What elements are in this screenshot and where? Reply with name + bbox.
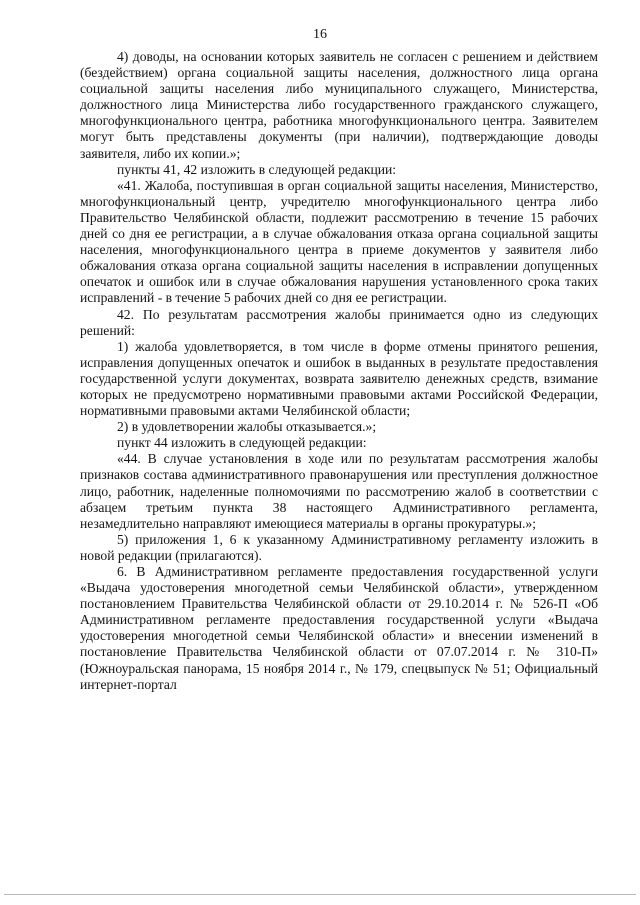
paragraph-clause-41: «41. Жалоба, поступившая в орган социальной защиты населения, Министерство, многофункциональный центр, учредителю многофункционального центра либо Правительство Челябинской области, подлежит рассмотрению в течение 15 рабочих дней со дня ее регистрации, а в случае обжалования отказа органа социальной защиты населения, многофункционального центра в приеме документов у заявителя либо обжалования отказа органа социальной защиты населения в исправлении допущенных опечаток и ошибок или в случае обжалования нарушения установленного срока таких исправлений - в течение 5 рабочих дней со дня ее регистрации. [80,177,598,306]
paragraph-clause-44: «44. В случае установления в ходе или по результатам рассмотрения жалобы признаков состава административного правонарушения или преступления должностное лицо, работник, наделенные полномочиями по рассмотрению жалоб в соответствии с абзацем третьим пункта 38 настоящего Административного регламента, незамедлительно направляют имеющиеся материалы в органы прокуратуры.»; [80,451,598,531]
paragraph-item-5-annexes: 5) приложения 1, 6 к указанному Административному регламенту изложить в новой редакции (прилагаются). [80,531,598,563]
paragraph-clause-42: 42. По результатам рассмотрения жалобы принимается одно из следующих решений: [80,306,598,338]
paragraph-item-4-arguments: 4) доводы, на основании которых заявитель не согласен с решением и действием (бездействием) органа социальной защиты населения, должностного лица органа социальной защиты населения либо муниципального служащего, Министерства, должностного лица Министерства либо государственного гражданского служащего, многофункционального центра, работника многофункционального центра. Заявителем могут быть представлены документы (при наличии), подтверждающие доводы заявителя, либо их копии.»; [80,49,598,161]
document-body [80,49,598,693]
paragraph-decision-1: 1) жалоба удовлетворяется, в том числе в форме отмены принятого решения, исправления допущенных опечаток и ошибок в выданных в результате предоставления государственной услуги документах, возврата заявителю денежных средств, взимание которых не предусмотрено нормативными правовыми актами Российской Федерации, нормативными правовыми актами Челябинской области; [80,338,598,419]
paragraph-amend-41-42: пункты 41, 42 изложить в следующей редакции: [117,161,397,177]
paragraph-amend-44: пункт 44 изложить в следующей редакции: [117,435,367,451]
paragraph-decision-2: 2) в удовлетворении жалобы отказывается.»; [117,419,377,435]
paragraph-section-6: 6. В Административном регламенте предоставления государственной услуги «Выдача удостоверения многодетной семьи Челябинской области», утвержденном постановлением Правительства Челябинской области от 29.10.2014 г. № 526-П «Об Административном регламенте предоставления государственной услуги «Выдача удостоверения многодетной семьи Челябинской области» и внесении изменений в постановление Правительства Челябинской области от 07.07.2014 г. № 310-П» (Южноуральская панорама, 15 ноября 2014 г., № 179, спецвыпуск № 51; Официальный интернет-портал [80,564,598,692]
page-bottom-divider [4,894,636,895]
page-number: 16 [313,27,327,42]
